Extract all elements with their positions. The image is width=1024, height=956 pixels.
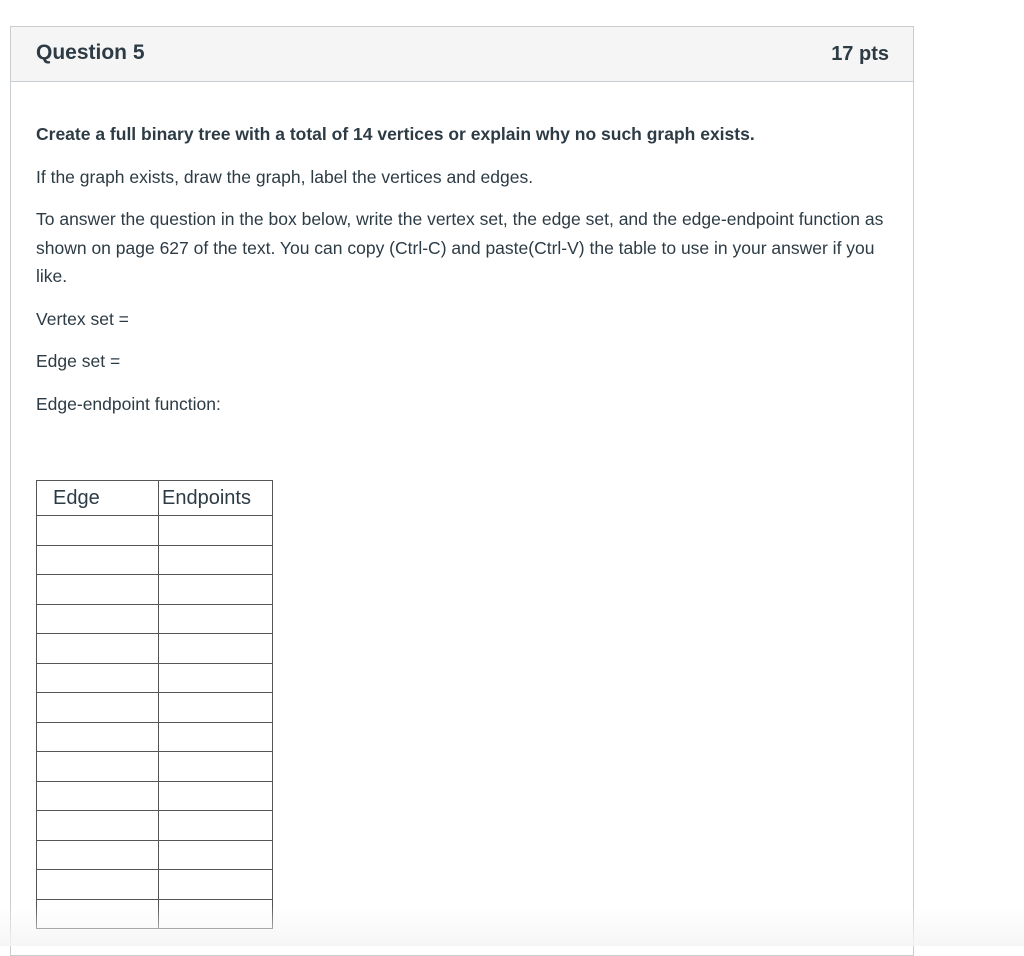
question-prompt: Create a full binary tree with a total of 14 vertices or explain why no such graph exists. — [36, 120, 888, 149]
table-row — [37, 545, 273, 575]
endpoints-cell[interactable] — [159, 840, 273, 870]
edge-cell[interactable] — [37, 693, 159, 723]
table-header-row — [37, 481, 273, 516]
edge-cell[interactable] — [37, 811, 159, 841]
edge-cell[interactable] — [37, 752, 159, 782]
edge-cell[interactable] — [37, 545, 159, 575]
table-row — [37, 870, 273, 900]
table-row — [37, 722, 273, 752]
edge-cell[interactable] — [37, 516, 159, 546]
edge-cell[interactable] — [37, 634, 159, 664]
edge-cell[interactable] — [37, 870, 159, 900]
edge-set-label: Edge set = — [36, 347, 888, 376]
endpoints-cell[interactable] — [159, 752, 273, 782]
table-row — [37, 811, 273, 841]
question-points: 17 pts — [831, 43, 889, 66]
endpoints-cell[interactable] — [159, 693, 273, 723]
table-row — [37, 516, 273, 546]
question-header — [11, 27, 913, 82]
endpoints-cell[interactable] — [159, 811, 273, 841]
edge-cell[interactable] — [37, 663, 159, 693]
edge-cell[interactable] — [37, 722, 159, 752]
question-card — [10, 26, 914, 956]
endpoints-cell[interactable] — [159, 634, 273, 664]
table-row — [37, 693, 273, 723]
edge-cell[interactable] — [37, 899, 159, 929]
table-body — [37, 516, 273, 929]
edge-cell[interactable] — [37, 575, 159, 605]
instruction-draw: If the graph exists, draw the graph, label the vertices and edges. — [36, 163, 888, 192]
vertex-set-label: Vertex set = — [36, 305, 888, 334]
endpoints-cell[interactable] — [159, 781, 273, 811]
endpoints-cell[interactable] — [159, 575, 273, 605]
edge-endpoint-table — [36, 480, 273, 929]
instruction-answer: To answer the question in the box below, write the vertex set, the edge set, and the edge-endpoint function as shown on page 627 of the text. You can copy (Ctrl-C) and paste(Ctrl-V) the table to use in your answer if you like. — [36, 205, 888, 291]
endpoints-cell[interactable] — [159, 663, 273, 693]
edge-endpoint-label: Edge-endpoint function: — [36, 390, 888, 419]
endpoints-cell[interactable] — [159, 722, 273, 752]
edge-cell[interactable] — [37, 781, 159, 811]
endpoints-cell[interactable] — [159, 870, 273, 900]
edge-cell[interactable] — [37, 840, 159, 870]
endpoints-cell[interactable] — [159, 516, 273, 546]
table-row — [37, 604, 273, 634]
table-row — [37, 840, 273, 870]
table-row — [37, 752, 273, 782]
table-row — [37, 899, 273, 929]
question-title: Question 5 — [36, 41, 145, 65]
table-row — [37, 781, 273, 811]
edge-cell[interactable] — [37, 604, 159, 634]
table-row — [37, 634, 273, 664]
endpoints-cell[interactable] — [159, 604, 273, 634]
question-body — [11, 82, 913, 929]
column-header-edge: Edge — [37, 481, 159, 516]
column-header-endpoints: Endpoints — [159, 481, 273, 516]
endpoints-cell[interactable] — [159, 545, 273, 575]
table-row — [37, 575, 273, 605]
endpoints-cell[interactable] — [159, 899, 273, 929]
table-row — [37, 663, 273, 693]
